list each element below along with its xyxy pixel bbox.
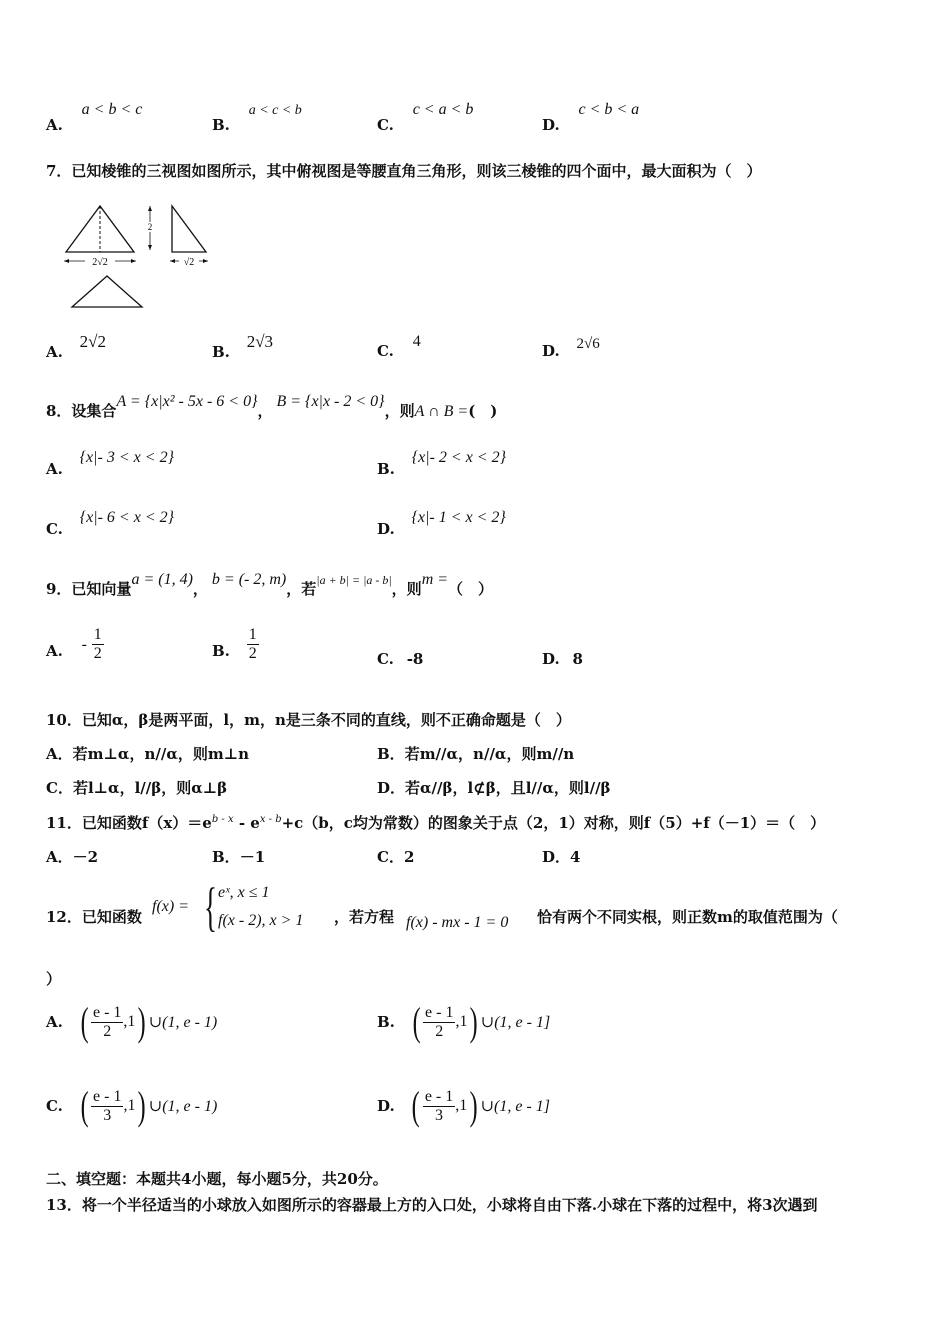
interval-end: ,1 — [455, 1013, 468, 1030]
q7-stem: 7．已知棱锥的三视图如图所示，其中俯视图是等腰直角三角形，则该三棱锥的四个面中，最大面积为（ ） — [46, 162, 762, 180]
three-view-figure — [60, 200, 220, 312]
option-label: C． — [377, 848, 404, 866]
q12-close: ） — [46, 970, 62, 988]
option-fraction — [91, 1004, 123, 1041]
q11-stem-part: 11．已知函数f（x）＝e — [46, 814, 212, 832]
fraction-denominator: 2 — [93, 645, 102, 662]
union-interval: ∪(1, e - 1] — [480, 1014, 551, 1031]
interval-end: ,1 — [455, 1097, 468, 1114]
q11-option-c — [377, 846, 414, 867]
option-fraction — [247, 626, 259, 663]
left-paren: ( — [412, 999, 421, 1044]
fraction-numerator: 1 — [93, 626, 102, 643]
q8-suffix: ，则 — [384, 402, 415, 420]
option-expr: {x|- 6 < x < 2} — [79, 509, 175, 526]
option-expr: 2√3 — [246, 332, 274, 351]
q10-option-d — [377, 777, 611, 798]
q8-option-b — [377, 448, 507, 478]
q10-stem: 10．已知α，β是两平面，l，m，n是三条不同的直线，则不正确命题是（ ） — [46, 711, 571, 729]
q11-stem — [46, 812, 825, 833]
front-width-label: 2√2 — [92, 257, 108, 268]
height-label: 2 — [147, 222, 153, 232]
option-expr: -8 — [406, 650, 424, 668]
left-paren: ( — [80, 1083, 89, 1128]
q12-option-b — [377, 999, 551, 1044]
q10-option-b — [377, 743, 574, 764]
q9-option-b — [212, 626, 259, 663]
q9-option-a — [46, 626, 104, 663]
option-label: D. — [542, 342, 560, 360]
option-expr: c < b < a — [578, 101, 640, 118]
side-view-triangle — [172, 206, 206, 252]
option-expr: 若l⊥α，l//β，则α⊥β — [72, 779, 228, 797]
option-expr: a < c < b — [248, 103, 302, 118]
q9-condition: |a + b| = |a - b| — [316, 573, 392, 587]
fraction-numerator: e - 1 — [425, 1003, 454, 1021]
interval-end: ,1 — [123, 1097, 136, 1114]
fraction-numerator: e - 1 — [92, 1003, 122, 1021]
option-label: D. — [377, 1097, 395, 1115]
option-label: D. — [377, 520, 395, 538]
q12-option-d — [377, 1083, 550, 1128]
option-label: B. — [212, 116, 230, 134]
side-width-label: √2 — [183, 257, 195, 268]
right-paren: ) — [469, 1083, 478, 1128]
q13-stem: 13．将一个半径适当的小球放入如图所示的容器最上方的入口处，小球将自由下落.小球在下落的过程中，将3次遇到 — [46, 1196, 818, 1214]
q9-prefix: 9．已知向量 — [46, 580, 132, 598]
q12-suffix: 恰有两个不同实根，则正数m的取值范围为（ — [537, 908, 838, 926]
q7-option-a — [46, 332, 106, 361]
option-label: A. — [46, 641, 63, 660]
left-paren: ( — [412, 1083, 421, 1128]
q7-option-d — [542, 334, 600, 360]
option-label: C. — [46, 1097, 63, 1115]
option-label: A. — [46, 460, 63, 478]
option-label: C. — [377, 116, 394, 134]
option-sign: - — [81, 635, 87, 653]
option-label: B． — [212, 848, 240, 866]
q8-option-c — [46, 508, 175, 538]
section-heading: 二、填空题：本题共4小题，每小题5分，共20分。 — [46, 1170, 388, 1188]
option-label: C． — [46, 779, 73, 797]
vector-a: a = (1, 4) — [131, 571, 193, 588]
top-view-triangle — [72, 276, 142, 307]
option-label: A. — [46, 1013, 63, 1031]
set-b: B = {x|x - 2 < 0} — [276, 393, 385, 410]
option-expr: 若m⊥α，n//α，则m⊥n — [72, 745, 250, 763]
option-expr: {x|- 2 < x < 2} — [411, 449, 507, 466]
fraction-denominator: 3 — [103, 1106, 112, 1124]
q10-option-c — [46, 777, 227, 798]
option-label: B. — [212, 641, 230, 660]
option-label: D. — [542, 650, 560, 668]
q8-ask: A ∩ B = — [414, 403, 469, 420]
q6-option-b — [212, 100, 302, 134]
q12-option-a — [46, 999, 218, 1044]
fraction-denominator: 3 — [435, 1106, 444, 1124]
option-expr: a < b < c — [81, 101, 143, 118]
option-expr: 4 — [412, 333, 421, 350]
q12-prefix: 12．已知函数 — [46, 908, 142, 926]
option-label: B. — [377, 460, 395, 478]
q9-then: ，则 — [391, 580, 422, 598]
q12-case1: eˣ, x ≤ 1 — [218, 884, 270, 901]
fraction-denominator: 2 — [435, 1022, 444, 1040]
option-expr: －1 — [239, 848, 266, 866]
interval-end: ,1 — [123, 1013, 136, 1030]
union-interval: ∪(1, e - 1] — [480, 1098, 550, 1115]
option-fraction — [423, 1088, 455, 1125]
fraction-numerator: e - 1 — [424, 1087, 454, 1105]
q8-option-d — [377, 508, 506, 538]
option-label: C. — [46, 520, 63, 538]
q9-if: ，若 — [286, 580, 317, 598]
q12-case2: f(x - 2), x > 1 — [218, 912, 304, 929]
option-expr: －2 — [72, 848, 99, 866]
option-fraction — [91, 1088, 123, 1125]
option-expr: 2 — [403, 848, 415, 866]
option-label: A． — [46, 745, 73, 763]
fraction-denominator: 2 — [248, 645, 257, 662]
option-label: A. — [46, 116, 63, 134]
option-label: D． — [377, 779, 406, 797]
q9-paren: （ ） — [448, 580, 494, 598]
left-paren: ( — [80, 999, 89, 1044]
option-fraction — [423, 1004, 455, 1041]
q8-comma: ， — [257, 402, 273, 420]
q11-option-a — [46, 846, 98, 867]
q9-stem — [46, 568, 494, 598]
right-paren: ) — [138, 1083, 147, 1128]
option-fraction — [92, 626, 104, 663]
exponent: b - x — [211, 814, 234, 825]
set-a: A = {x|x² - 5x - 6 < 0} — [116, 393, 258, 410]
q9-comma: ， — [192, 580, 208, 598]
option-expr: 2√6 — [576, 336, 600, 352]
q12-fx: f(x) = — [152, 898, 189, 915]
q8-stem — [46, 390, 498, 420]
q9-option-d — [542, 650, 583, 668]
option-expr: {x|- 3 < x < 2} — [79, 449, 174, 466]
option-expr: 2√2 — [79, 332, 106, 351]
option-expr: 若m//α，n//α，则m//n — [404, 745, 575, 763]
vector-b: b = (- 2, m) — [211, 571, 287, 588]
option-label: A． — [46, 848, 73, 866]
option-label: B. — [377, 1013, 395, 1031]
option-label: B． — [377, 745, 405, 763]
option-expr: 4 — [570, 848, 581, 866]
q12-brace: { — [204, 877, 217, 937]
option-expr: {x|- 1 < x < 2} — [411, 509, 506, 526]
q8-prefix: 8．设集合 — [46, 402, 117, 420]
q9-ask: m = — [421, 571, 449, 588]
q7-option-b — [212, 332, 274, 361]
union-interval: ∪(1, e - 1) — [148, 1098, 218, 1115]
q11-option-d — [542, 846, 580, 867]
union-interval: ∪(1, e - 1) — [148, 1014, 218, 1031]
q12-option-c — [46, 1083, 218, 1128]
q6-option-a — [46, 100, 143, 134]
q9-option-c — [377, 650, 423, 668]
q11-stem-part: +c（b，c均为常数）的图象关于点（2，1）对称，则f（5）+f（－1）＝（ ） — [281, 814, 826, 832]
option-label: C. — [377, 342, 394, 360]
q6-option-d — [542, 100, 640, 134]
option-expr: 若α//β，l⊄β，且l//α，则l//β — [405, 779, 611, 797]
q10-option-a — [46, 743, 249, 764]
exponent: x - b — [259, 814, 282, 825]
q6-option-c — [377, 100, 474, 134]
q8-option-a — [46, 448, 174, 478]
q11-stem-part: - e — [233, 814, 260, 832]
option-label: C. — [377, 650, 394, 668]
q8-paren: ( ) — [468, 402, 498, 420]
option-expr: 8 — [572, 650, 583, 668]
q12-mid: ，若方程 — [334, 908, 395, 926]
fraction-numerator: e - 1 — [93, 1087, 122, 1105]
q12-equation: f(x) - mx - 1 = 0 — [406, 914, 509, 931]
option-label: B. — [212, 343, 230, 361]
fraction-denominator: 2 — [103, 1022, 112, 1040]
right-paren: ) — [470, 999, 479, 1044]
option-label: A. — [46, 343, 63, 361]
fraction-numerator: 1 — [248, 626, 257, 643]
q11-option-b — [212, 846, 265, 867]
right-paren: ) — [138, 999, 147, 1044]
q7-option-c — [377, 332, 421, 360]
option-label: D． — [542, 848, 571, 866]
option-label: D. — [542, 116, 560, 134]
option-expr: c < a < b — [412, 101, 474, 118]
